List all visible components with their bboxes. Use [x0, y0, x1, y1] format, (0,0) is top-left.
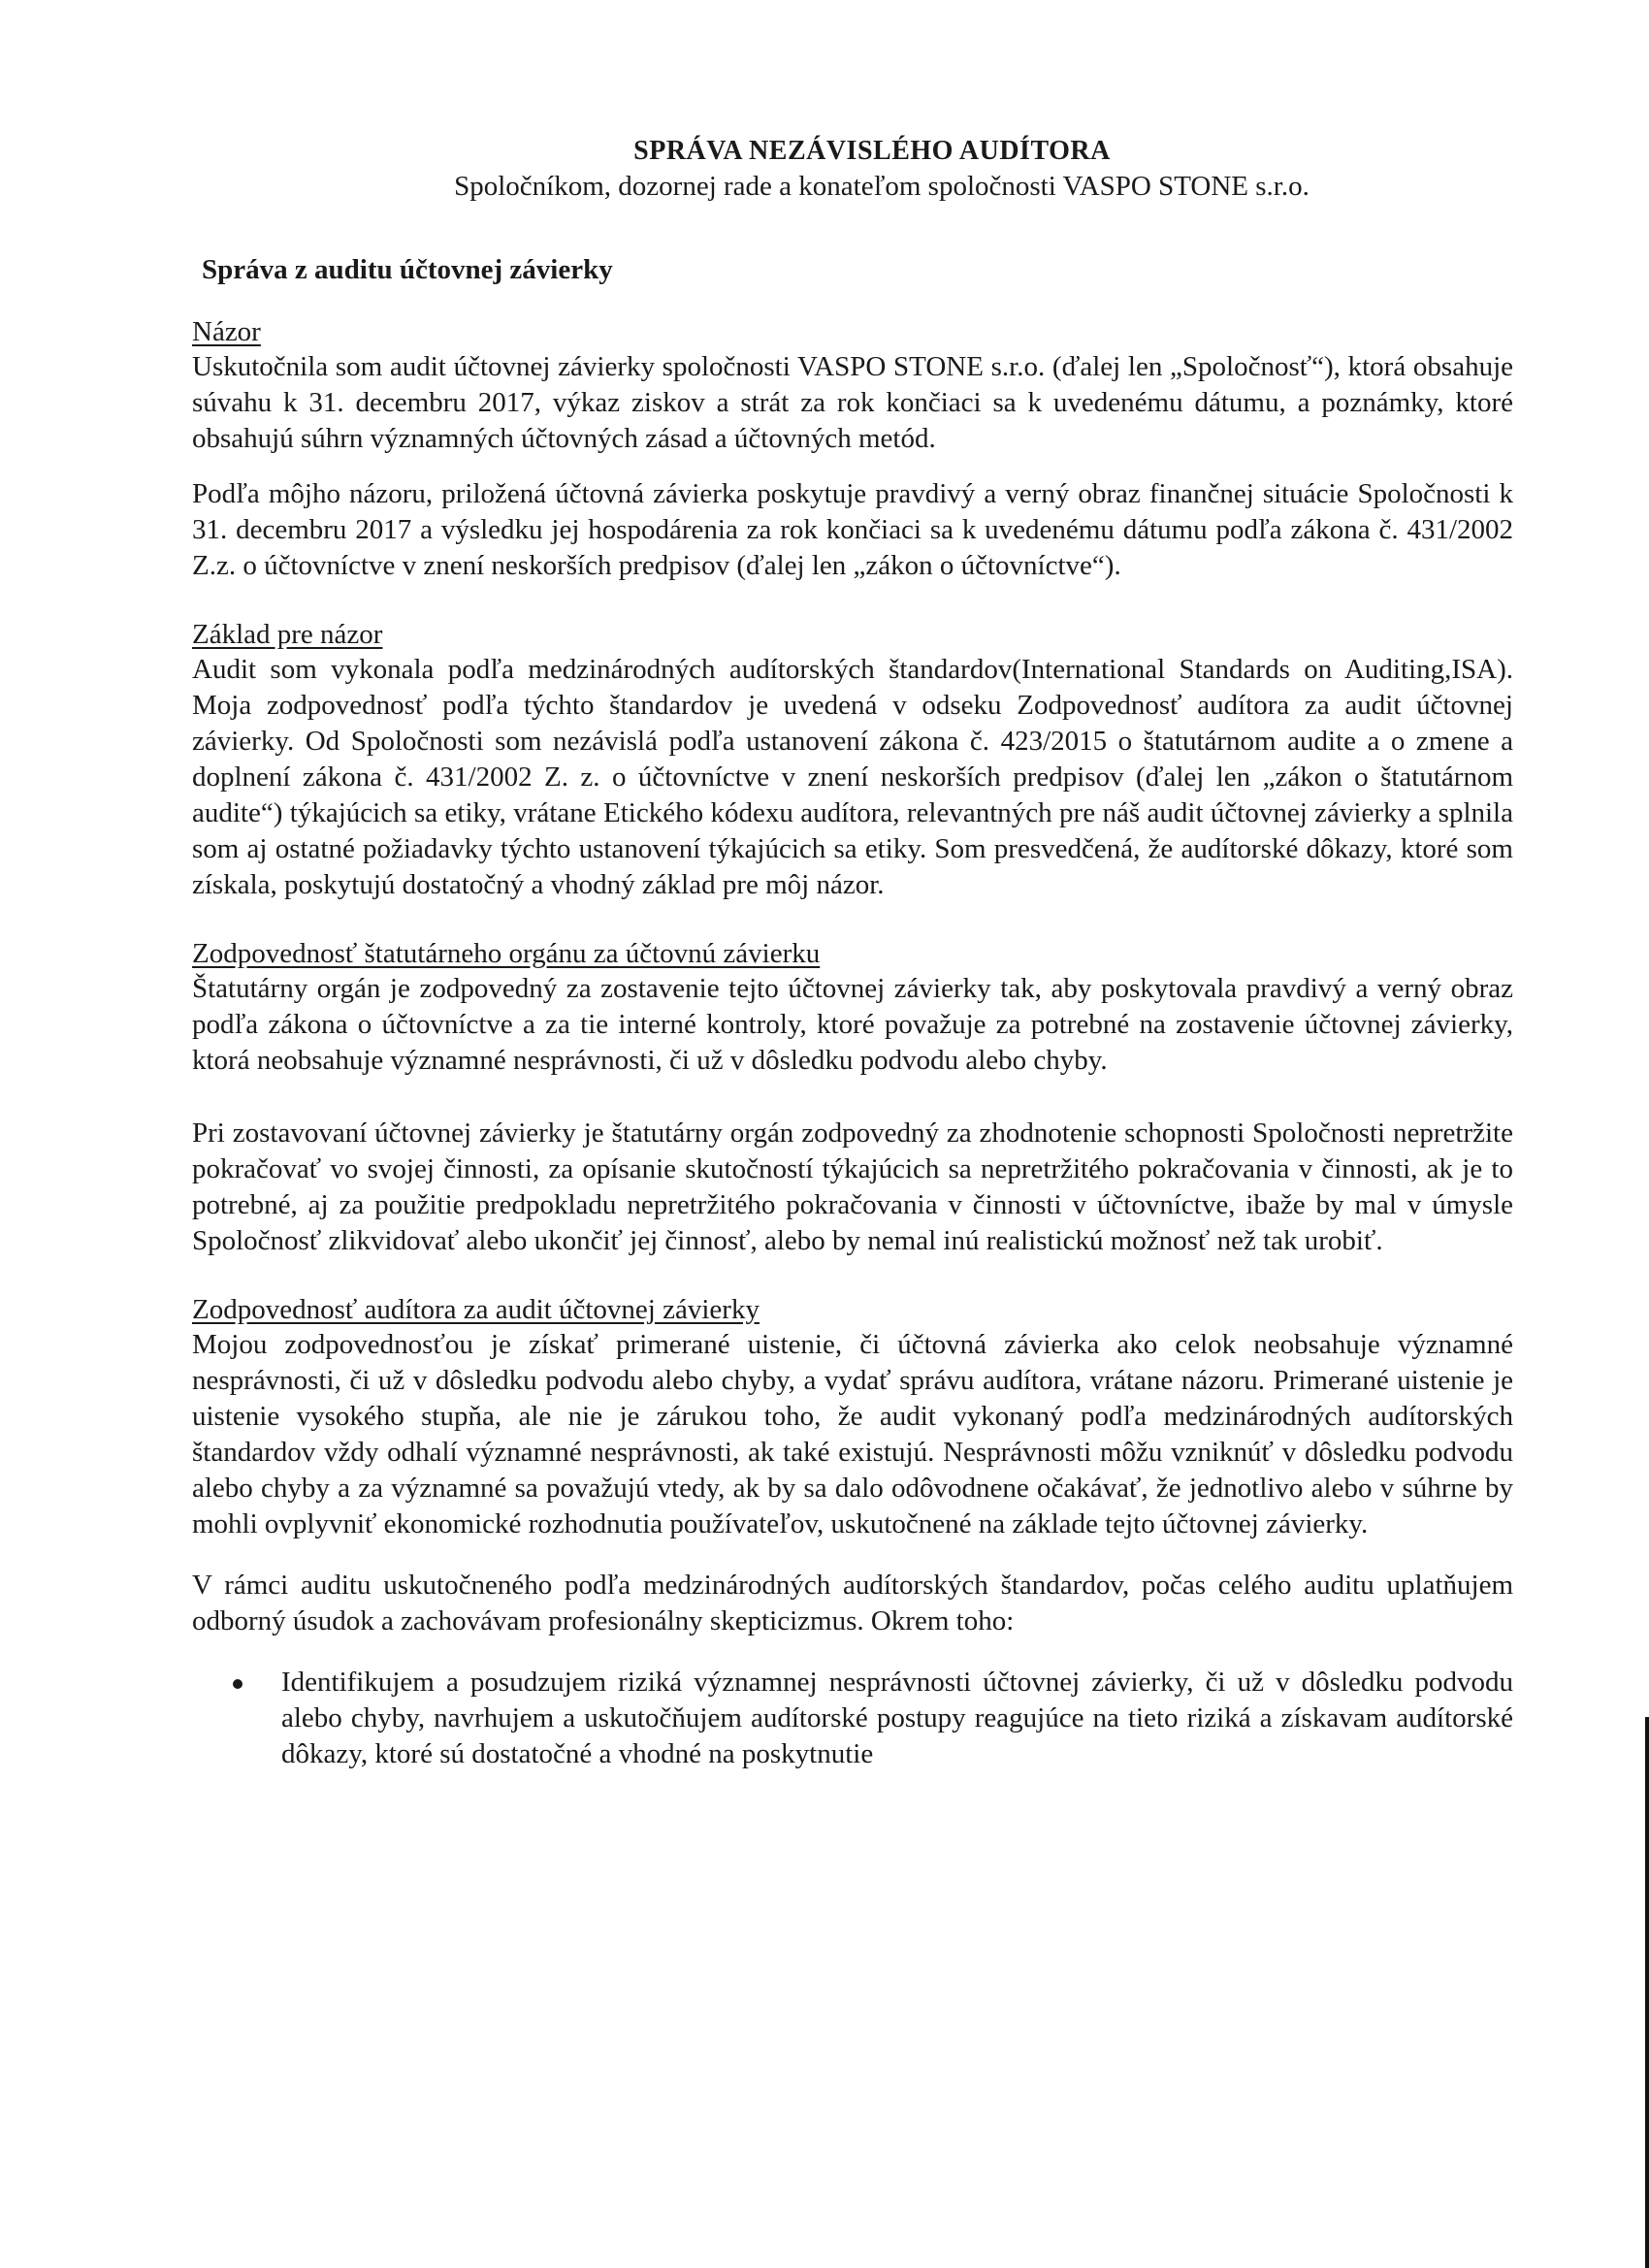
auditor-responsibility-heading: Zodpovednosť audítora za audit účtovnej závierky [192, 1294, 760, 1325]
document-title: SPRÁVA NEZÁVISLÉHO AUDÍTORA [633, 136, 1111, 166]
management-responsibility-section [192, 936, 1513, 1259]
basis-heading: Základ pre názor [192, 619, 383, 650]
opinion-paragraph-1: Uskutočnila som audit účtovnej závierky spoločnosti VASPO STONE s.r.o. (ďalej len „Spoločnosť“), ktorá obsahuje súvahu k 31. decembru 2017, výkaz ziskov a strát za rok končiaci sa k uvedenému dátumu, a poznámky, ktoré obsahujú súhrn významných účtovných zásad a účtovných metód. [192, 351, 1513, 454]
auditor-procedures-list [192, 1665, 1513, 1772]
document-addressee: Spoločníkom, dozornej rade a konateľom spoločnosti VASPO STONE s.r.o. [454, 171, 1310, 202]
opinion-heading: Názor [192, 316, 261, 347]
opinion-section [192, 314, 1513, 584]
management-responsibility-paragraph-1: Štatutárny orgán je zodpovedný za zostavenie tejto účtovnej závierky tak, aby poskytovala pravdivý a verný obraz podľa zákona o účtovníctve a za tie interné kontroly, ktoré považuje za potrebné na zostavenie účtovnej závierky, ktorá neobsahuje významné nesprávnosti, či už v dôsledku podvodu alebo chyby. [192, 973, 1513, 1076]
section-title: Správa z auditu účtovnej závierky [202, 254, 613, 285]
opinion-paragraph-2: Podľa môjho názoru, priložená účtovná závierka poskytuje pravdivý a verný obraz finančnej situácie Spoločnosti k 31. decembru 2017 a výsledku jej hospodárenia za rok končiaci sa k uvedenému dátumu podľa zákona č. 431/2002 Z.z. o účtovníctve v znení neskorších predpisov (ďalej len „zákon o účtovníctve“). [192, 478, 1513, 581]
basis-section [192, 617, 1513, 903]
basis-paragraph: Audit som vykonala podľa medzinárodných audítorských štandardov(International Standards on Auditing,ISA). Moja zodpovednosť podľa týchto štandardov je uvedená v odseku Zodpovednosť audítora za audit účtovnej závierky. Od Spoločnosti som nezávislá podľa ustanovení zákona č. 423/2015 o štatutárnom audite a o zmene a doplnení zákona č. 431/2002 Z. z. o účtovníctve v znení neskorších predpisov (ďalej len „zákon o štatutárnom audite“) týkajúcich sa etiky, vrátane Etického kódexu audítora, relevantných pre náš audit účtovnej závierky a splnila som aj ostatné požiadavky týchto ustanovení týkajúcich sa etiky. Som presvedčená, že audítorské dôkazy, ktoré som získala, poskytujú dostatočný a vhodný základ pre môj názor. [192, 654, 1513, 900]
auditor-responsibility-paragraph-2: V rámci auditu uskutočneného podľa medzinárodných audítorských štandardov, počas celého auditu uplatňujem odborný úsudok a zachovávam profesionálny skepticizmus. Okrem toho: [192, 1570, 1513, 1636]
auditor-responsibility-paragraph-1: Mojou zodpovednosťou je získať primerané uistenie, či účtovná závierka ako celok neobsahuje významné nesprávnosti, či už v dôsledku podvodu alebo chyby, a vydať správu audítora, vrátane názoru. Primerané uistenie je uistenie vysokého stupňa, ale nie je zárukou toho, že audit vykonaný podľa medzinárodných audítorských štandardov vždy odhalí významné nesprávnosti, ak také existujú. Nesprávnosti môžu vzniknúť v dôsledku podvodu alebo chyby a za významné sa považujú vtedy, ak by sa dalo odôvodnene očakávať, že jednotlivo alebo v súhrne by mohli ovplyvniť ekonomické rozhodnutia používateľov, uskutočnené na základe tejto účtovnej závierky. [192, 1329, 1513, 1539]
list-item-text: Identifikujem a posudzujem riziká významnej nesprávnosti účtovnej závierky, či už v dôsledku podvodu alebo chyby, navrhujem a uskutočňujem audítorské postupy reagujúce na tieto riziká a získavam audítorské dôkazy, ktoré sú dostatočné a vhodné na poskytnutie [281, 1667, 1513, 1769]
management-responsibility-heading: Zodpovednosť štatutárneho orgánu za účtovnú závierku [192, 938, 821, 969]
auditor-responsibility-section [192, 1292, 1513, 1772]
management-responsibility-paragraph-2: Pri zostavovaní účtovnej závierky je štatutárny orgán zodpovedný za zhodnotenie schopnosti Spoločnosti nepretržite pokračovať vo svojej činnosti, za opísanie skutočností týkajúcich sa nepretržitého pokračovania v činnosti, ak je to potrebné, aj za použitie predpokladu nepretržitého pokračovania v činnosti v účtovníctve, ibaže by mal v úmysle Spoločnosť zlikvidovať alebo ukončiť jej činnosť, alebo by nemal inú realistickú možnosť než tak urobiť. [192, 1118, 1513, 1256]
document-page [192, 134, 1513, 1772]
scan-edge-mark [1645, 1717, 1649, 2268]
list-item [192, 1665, 1513, 1772]
bullet-icon [233, 1679, 242, 1689]
